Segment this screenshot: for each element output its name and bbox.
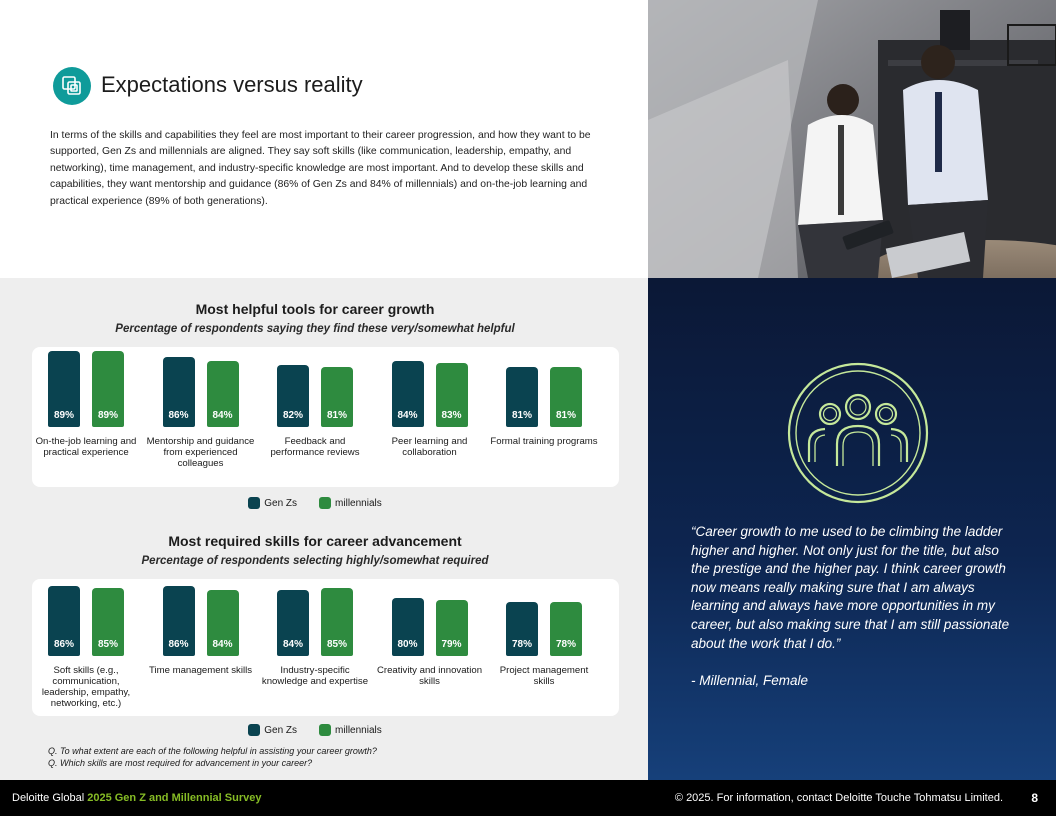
category-label: Peer learning and collaboration: [391, 436, 468, 458]
page-title: Expectations versus reality: [101, 72, 363, 97]
bar-value-label: 78%: [555, 639, 576, 650]
legend-label-millennials: millennials: [335, 497, 382, 509]
question-1: Q. To what extent are each of the following helpful in assisting your career growth?: [48, 746, 377, 756]
people-group-icon: [787, 362, 929, 509]
chart-1-subtitle: Percentage of respondents saying they find these very/somewhat helpful: [115, 323, 515, 335]
legend-swatch-genz: [248, 724, 260, 736]
footer: [0, 780, 1056, 816]
legend-item-millennials: [319, 497, 382, 509]
bar-value-label: 84%: [397, 410, 418, 421]
bar-value-label: 84%: [212, 639, 233, 650]
bar-value-label: 84%: [282, 639, 303, 650]
chart-2-legend: [0, 724, 630, 736]
question-2: Q. Which skills are most required for advancement in your career?: [48, 757, 313, 768]
bar-value-label: 86%: [168, 410, 189, 421]
footer-brand-name: Deloitte Global: [12, 792, 85, 804]
legend-item-genz: [248, 724, 297, 736]
footer-copyright: © 2025. For information, contact Deloitte Touche Tohmatsu Limited.: [674, 792, 1003, 804]
category-label: Industry-specific knowledge and expertise: [261, 665, 369, 687]
category-label: Mentorship and guidance from experienced colleagues: [146, 436, 255, 469]
chart-1-title: Most helpful tools for career growth: [195, 301, 435, 317]
category-label: Soft skills (e.g., communication, leadership, empathy, networking, etc.): [41, 665, 131, 709]
chart-1-legend: [0, 497, 630, 509]
bar-value-label: 85%: [326, 639, 347, 650]
category-label: On-the-job learning and practical experience: [35, 436, 137, 458]
survey-questions: [48, 746, 377, 769]
footer-brand: [12, 792, 261, 804]
legend-label-millennials: millennials: [335, 724, 382, 736]
bar-value-label: 80%: [397, 639, 418, 650]
bar-value-label: 86%: [168, 639, 189, 650]
chart-2-title: Most required skills for career advancement: [168, 533, 462, 549]
category-label: Time management skills: [148, 665, 253, 676]
footer-survey-name: 2025 Gen Z and Millennial Survey: [87, 792, 262, 804]
bar-value-label: 89%: [97, 410, 118, 421]
category-label: Formal training programs: [490, 436, 598, 447]
bar-value-label: 86%: [53, 639, 74, 650]
bar-value-label: 81%: [326, 410, 347, 421]
testimonial-quote: “Career growth to me used to be climbing the ladder higher and higher. Not only just for the title, but also the prestige and the higher pay. I think career growth now means really making sure that I am always learning and always have more opportunities in my career, but also making sure that I am still passionate about the work that I do.”: [691, 524, 1010, 651]
bar-value-label: 78%: [511, 639, 532, 650]
bar-value-label: 79%: [441, 639, 462, 650]
category-label: Project management skills: [499, 665, 589, 687]
category-label: Feedback and performance reviews: [270, 436, 360, 458]
legend-label-genz: Gen Zs: [264, 724, 298, 736]
legend-item-millennials: [319, 724, 382, 736]
bar-value-label: 89%: [53, 410, 74, 421]
page-number: 8: [1031, 791, 1038, 805]
bar-value-label: 84%: [212, 410, 233, 421]
category-label: Creativity and innovation skills: [376, 665, 483, 687]
bar-value-label: 82%: [282, 410, 303, 421]
bar-value-label: 81%: [555, 410, 576, 421]
intro-paragraph: In terms of the skills and capabilities they feel are most important to their career progression, and how they want to be supported, Gen Zs and millennials are aligned. They say soft skills (like communication, leadership, empathy, and networking), time management, and industry-specific knowledge are most important. And to develop these skills and capabilities, they want mentorship and guidance (86% of Gen Zs and 84% of millennials) and on-the-job learning and practical experience (89% of both generations).: [50, 130, 591, 207]
bar-value-label: 85%: [97, 639, 118, 650]
bar-value-label: 83%: [441, 410, 462, 421]
legend-label-genz: Gen Zs: [264, 497, 298, 509]
office-photo: [648, 0, 1056, 278]
legend-swatch-millennials: [319, 724, 331, 736]
layers-icon: [53, 67, 91, 105]
legend-item-genz: [248, 497, 297, 509]
chart-2-subtitle: Percentage of respondents selecting highly/somewhat required: [141, 555, 489, 567]
quote-attribution: - Millennial, Female: [691, 673, 809, 688]
bar-value-label: 81%: [511, 410, 532, 421]
legend-swatch-genz: [248, 497, 260, 509]
legend-swatch-millennials: [319, 497, 331, 509]
intro-section: [0, 0, 648, 278]
